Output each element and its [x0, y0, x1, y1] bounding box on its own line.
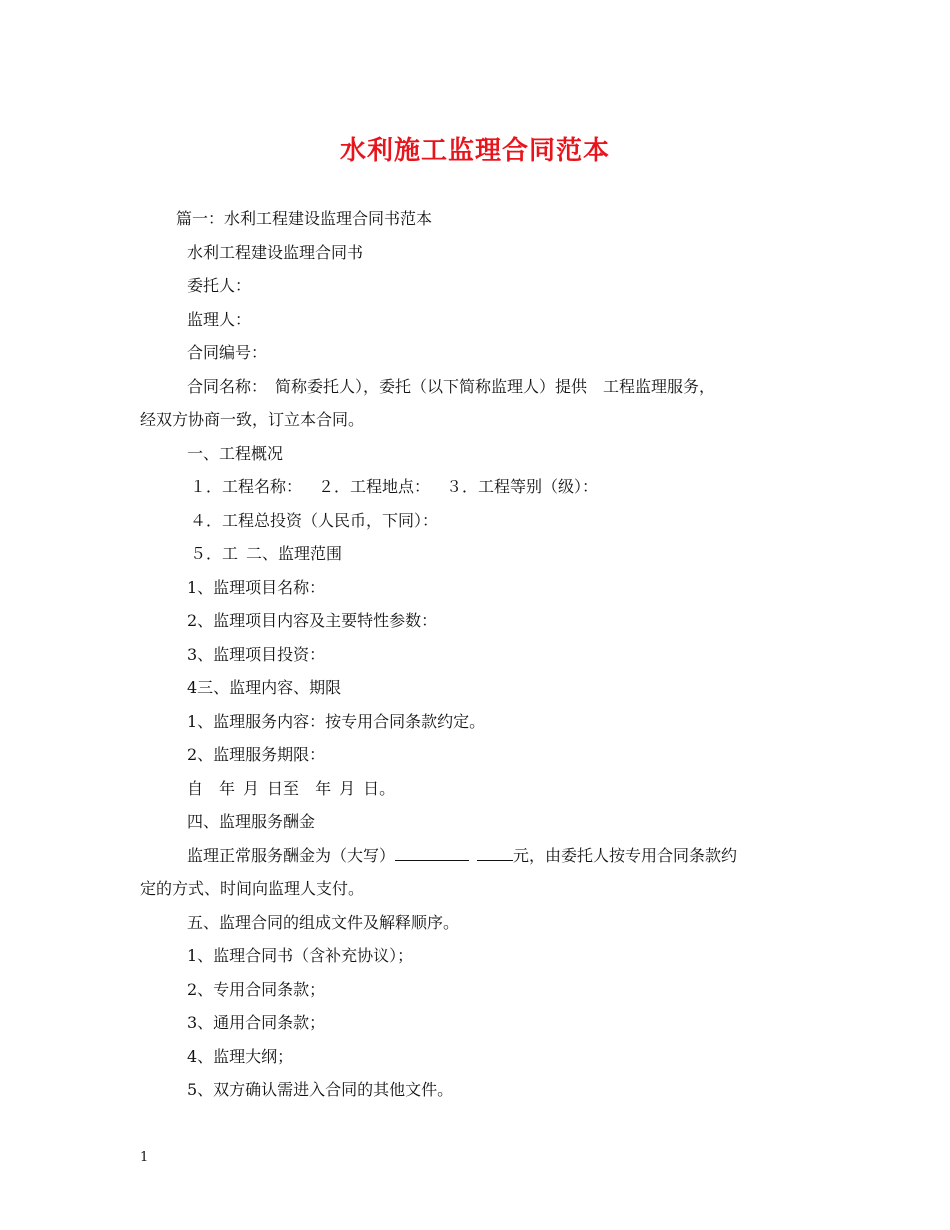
text-segment: ２．工程地点： [318, 477, 431, 496]
fill-in-blank [477, 844, 513, 861]
text-line: 一、工程概况 [187, 443, 284, 463]
text-segment: 二、监理范围 [246, 544, 343, 563]
text-segment: 工程监理服务， [603, 376, 716, 396]
text-line [140, 370, 810, 404]
text-line: 3、监理项目投资： [187, 644, 326, 664]
text-line: 1、监理合同书（含补充协议）； [187, 946, 414, 965]
text-segment: ５．工 [190, 544, 239, 563]
text-segment: 监理正常服务酬金为（大写） [187, 845, 396, 865]
text-line: 监理人： [187, 309, 252, 329]
text-line: 2、监理服务期限： [187, 745, 326, 764]
text-line: 水利工程建设监理合同书 [187, 242, 364, 262]
text-segment: 月 [243, 778, 260, 798]
text-segment: 合同名称： [187, 376, 268, 396]
text-line: 合同编号： [187, 343, 268, 362]
text-line: 2、专用合同条款； [187, 979, 326, 999]
text-line: 篇一：水利工程建设监理合同书范本 [176, 209, 433, 228]
text-segment: 月 [339, 778, 356, 798]
text-line: 经双方协商一致，订立本合同。 [140, 410, 365, 429]
text-line [140, 537, 810, 571]
text-line: 1、监理服务内容：按专用合同条款约定。 [187, 711, 486, 731]
text-line: ４．工程总投资（人民币，下同）： [190, 510, 439, 530]
date-line [140, 772, 810, 806]
text-line: 5、双方确认需进入合同的其他文件。 [187, 1080, 454, 1099]
text-line: 2、监理项目内容及主要特性参数： [187, 611, 438, 630]
document-title: 水利施工监理合同范本 [339, 136, 610, 166]
text-segment: 年 [219, 778, 236, 798]
text-line: 定的方式、时间向监理人支付。 [140, 879, 365, 898]
text-line: 1、监理项目名称： [187, 577, 326, 597]
document-body [140, 202, 810, 1107]
text-line: 委托人： [187, 276, 252, 295]
text-segment: １．工程名称： [190, 477, 303, 496]
text-line [140, 470, 810, 504]
text-segment: ３．工程等别（级）： [446, 477, 599, 496]
text-segment: 简称委托人），委托（以下简称监理人）提供 [275, 376, 588, 396]
text-line: 4三、监理内容、期限 [187, 678, 342, 697]
fill-in-blank [395, 844, 469, 861]
page-number: 1 [140, 1150, 149, 1165]
text-segment: 元，由委托人按专用合同条款约 [513, 845, 738, 865]
text-segment: 自 [187, 778, 204, 798]
text-line: 3、通用合同条款； [187, 1013, 326, 1032]
text-line: 五、监理合同的组成文件及解释顺序。 [187, 912, 460, 932]
text-segment: 日。 [363, 778, 396, 798]
text-line [140, 839, 810, 873]
text-line: 四、监理服务酬金 [187, 812, 316, 831]
text-line: 4、监理大纲； [187, 1046, 294, 1066]
text-segment: 日至 [267, 778, 300, 798]
text-segment: 年 [315, 778, 332, 798]
